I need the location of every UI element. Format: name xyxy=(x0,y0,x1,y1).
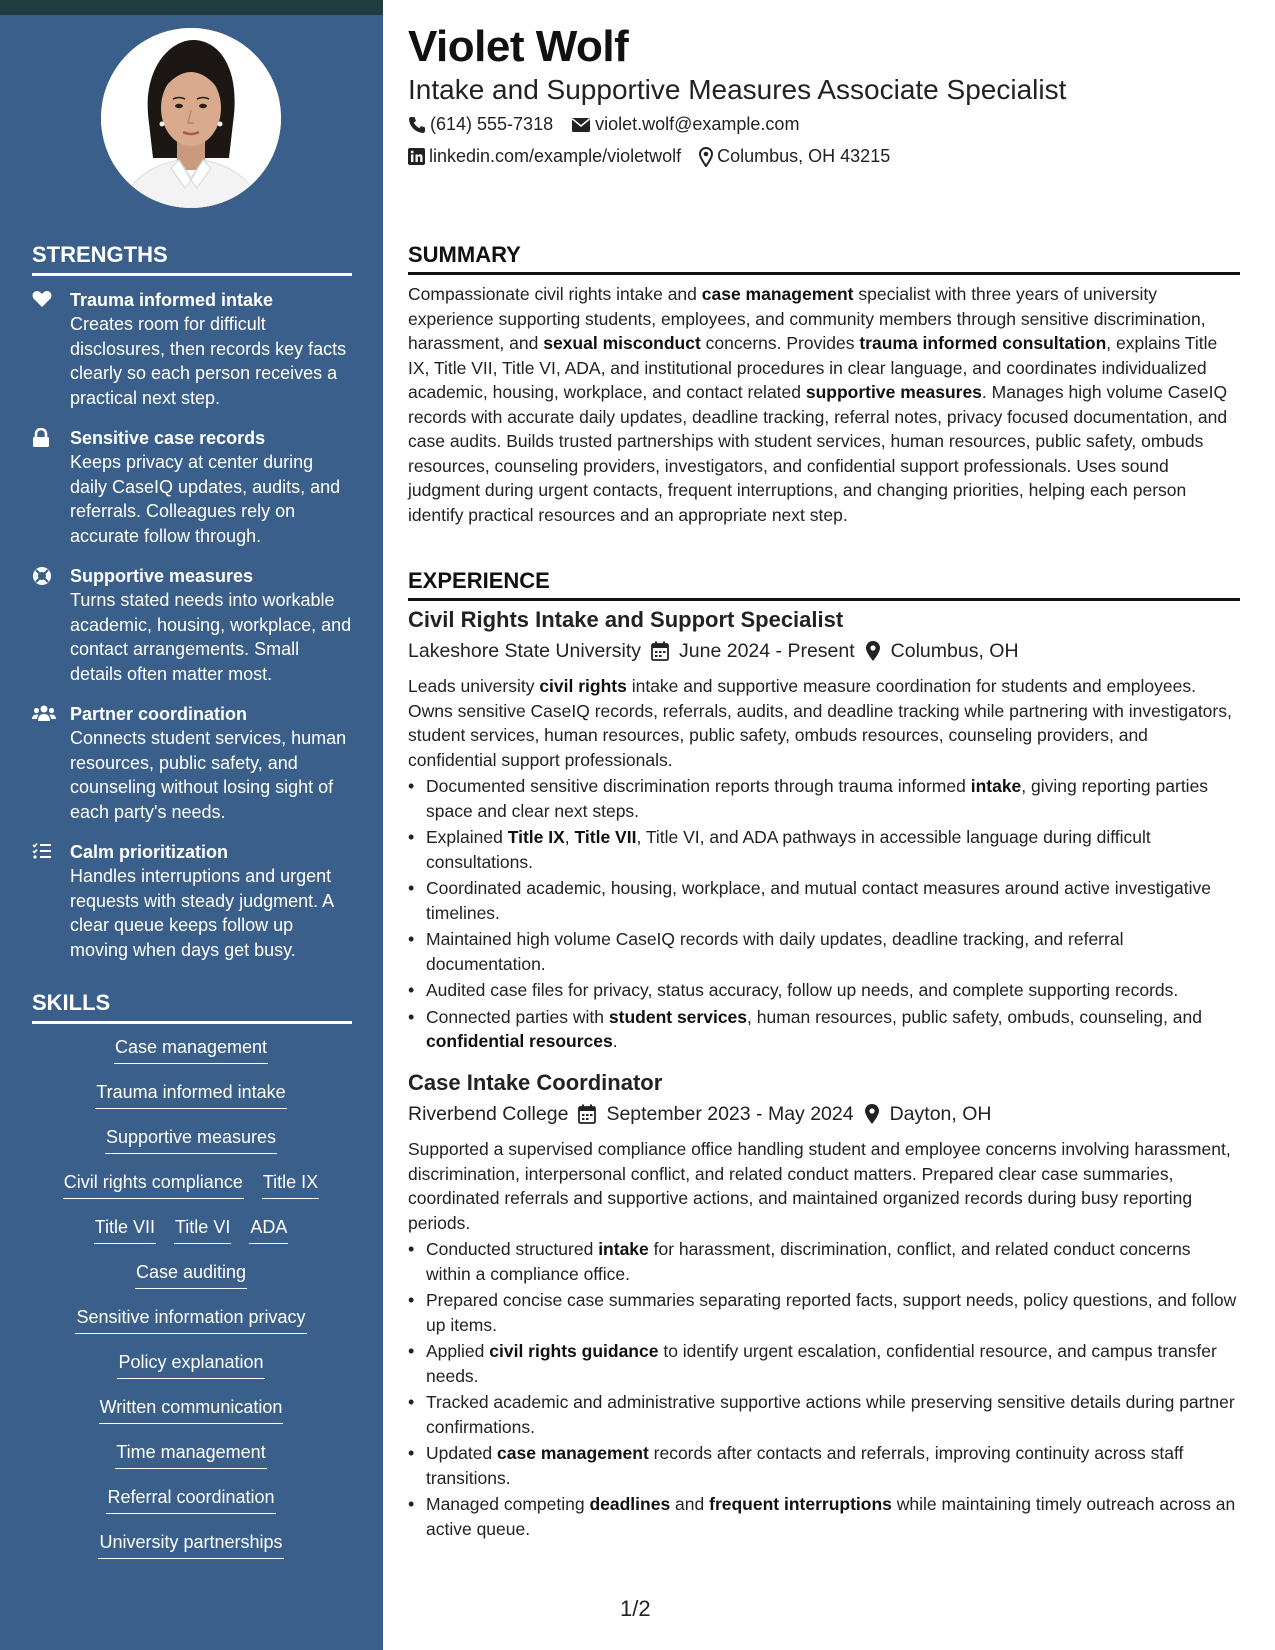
skill-tag: Policy explanation xyxy=(117,1351,264,1379)
skills-list xyxy=(32,1036,350,1576)
skill-tag: Written communication xyxy=(99,1396,284,1424)
skill-tag: University partnerships xyxy=(98,1531,283,1559)
job-dates: June 2024 - Present xyxy=(679,640,855,662)
bullet-item xyxy=(408,876,1240,925)
lifebuoy-icon xyxy=(32,564,70,686)
candidate-headline: Intake and Supportive Measures Associate Specialist xyxy=(408,74,1067,105)
map-marker-icon xyxy=(699,147,713,167)
contact-phone[interactable] xyxy=(408,114,553,135)
text-run: Leads university xyxy=(408,676,540,696)
strength-desc: Creates room for difficult disclosures, then records key facts clearly so each person receives a practical next step. xyxy=(70,314,347,408)
strength-title: Trauma informed intake xyxy=(70,290,274,310)
text-run: Managed competing xyxy=(426,1494,590,1514)
strength-desc: Keeps privacy at center during daily CaseIQ updates, audits, and referrals. Colleagues rely on accurate follow through. xyxy=(70,452,341,546)
bullet-item xyxy=(408,1390,1240,1439)
text-run: . xyxy=(612,1031,618,1051)
calendar-icon xyxy=(651,641,669,661)
bullet-item xyxy=(408,774,1240,823)
candidate-name: Violet Wolf xyxy=(408,22,629,71)
text-run: Documented sensitive discrimination reports through trauma informed xyxy=(426,776,971,796)
experience-heading: EXPERIENCE xyxy=(408,568,1240,601)
contact-row xyxy=(408,146,890,167)
strength-title: Sensitive case records xyxy=(70,428,266,448)
location-text: Columbus, OH 43215 xyxy=(717,146,891,166)
skill-tag: Trauma informed intake xyxy=(95,1081,286,1109)
strength-desc: Turns stated needs into workable academic, housing, workplace, and contact arrangements. Small details often matter most. xyxy=(70,590,352,684)
job-company: Riverbend College xyxy=(408,1103,569,1125)
text-run: Updated xyxy=(426,1443,498,1463)
skill-row xyxy=(32,1216,350,1261)
skills-heading: SKILLS xyxy=(32,990,352,1024)
contact-location xyxy=(699,146,890,167)
skill-tag: Title IX xyxy=(262,1171,319,1199)
text-run: records after contacts and referrals, improving continuity across staff transitions. xyxy=(426,1443,1184,1488)
strength-item xyxy=(32,426,354,548)
skill-tag: Referral coordination xyxy=(106,1486,275,1514)
bullet-item xyxy=(408,978,1240,1003)
strength-desc: Handles interruptions and urgent requests with steady judgment. A clear queue keeps follow up moving when days get busy. xyxy=(70,866,334,960)
skill-tag: Supportive measures xyxy=(105,1126,277,1154)
skill-row xyxy=(32,1036,350,1081)
bold-keyword: frequent interruptions xyxy=(709,1494,892,1514)
job-location: Columbus, OH xyxy=(890,640,1019,662)
sidebar xyxy=(0,0,383,1650)
contact-linkedin[interactable] xyxy=(408,146,681,167)
text-run: specialist with three years of university experience supporting students, employees, and community members through sensitive discrimination, harassment, and xyxy=(408,284,1206,353)
bold-keyword: case management xyxy=(701,284,854,304)
skill-row xyxy=(32,1306,350,1351)
text-run: . Manages high volume CaseIQ records with accurate daily updates, deadline tracking, referral notes, privacy focused documentation, and case audits. Builds trusted partnerships with student services, human resources, public safety, ombuds resources, counseling providers, investigators, and confidential support professionals. Uses sound judgment during urgent contacts, frequent interruptions, and changing priorities, helping each person identify practical resources and an appropriate next step. xyxy=(408,382,1228,525)
job-description xyxy=(408,674,1240,772)
job-title: Civil Rights Intake and Support Specialist xyxy=(408,607,844,632)
email-text: violet.wolf@example.com xyxy=(595,114,800,134)
map-marker-icon xyxy=(865,640,881,662)
summary-heading: SUMMARY xyxy=(408,242,1240,275)
bold-keyword: student services xyxy=(608,1006,748,1027)
skill-row xyxy=(32,1441,350,1486)
bold-keyword: intake xyxy=(598,1239,649,1259)
bullet-item xyxy=(408,1288,1240,1337)
text-run: Prepared concise case summaries separating reported facts, support needs, policy questions, and follow up items. xyxy=(426,1290,1237,1335)
people-group-icon xyxy=(32,702,70,824)
strength-title: Partner coordination xyxy=(70,704,248,724)
strength-title: Calm prioritization xyxy=(70,842,229,862)
phone-text: (614) 555-7318 xyxy=(430,114,554,134)
skill-tag: ADA xyxy=(249,1216,288,1244)
text-run: Applied xyxy=(426,1341,490,1361)
envelope-icon xyxy=(571,117,591,133)
text-run: Tracked academic and administrative supportive actions while preserving sensitive details during partner confirmations. xyxy=(426,1392,1235,1437)
bold-keyword: Title VII xyxy=(574,827,637,847)
bullet-item xyxy=(408,1237,1240,1286)
skill-tag: Civil rights compliance xyxy=(63,1171,244,1199)
summary-text xyxy=(408,282,1240,527)
text-run: , xyxy=(564,827,575,847)
skill-row xyxy=(32,1531,350,1576)
text-run: Explained xyxy=(426,827,508,847)
strengths-list xyxy=(32,288,354,978)
linkedin-text: linkedin.com/example/violetwolf xyxy=(429,146,682,166)
job-entry xyxy=(408,606,1240,1056)
skill-row xyxy=(32,1261,350,1306)
job-meta xyxy=(408,1099,1240,1129)
text-run: Compassionate civil rights intake and xyxy=(408,284,702,304)
bullet-item xyxy=(408,927,1240,976)
text-run: and xyxy=(670,1494,710,1514)
linkedin-icon xyxy=(408,148,425,165)
strength-item xyxy=(32,702,354,824)
bullet-item xyxy=(408,1339,1240,1388)
job-meta xyxy=(408,636,1240,666)
text-run: for harassment, discrimination, conflict, and related conduct concerns within a compliance office. xyxy=(426,1239,1191,1284)
lock-icon xyxy=(32,426,70,548)
text-run: , human resources, public safety, ombuds, counseling, and xyxy=(747,1006,1202,1027)
skill-row xyxy=(32,1126,350,1171)
contact-row xyxy=(408,114,799,135)
bullet-item xyxy=(408,1441,1240,1490)
job-entry xyxy=(408,1069,1240,1543)
text-run: Coordinated academic, housing, workplace, and mutual contact measures around active investigative timelines. xyxy=(426,878,1212,923)
strength-item xyxy=(32,288,354,410)
bullet-item xyxy=(408,825,1240,874)
text-run: concerns. Provides xyxy=(700,333,860,353)
bold-keyword: civil rights xyxy=(539,676,627,696)
text-run: Audited case files for privacy, status accuracy, follow up needs, and complete supporting records. xyxy=(426,980,1179,1000)
text-run: Supported a supervised compliance office handling student and employee concerns involving harassment, discrimination, interpersonal conflict, and related conduct matters. Prepared clear case summaries, coordinated referrals and supportive actions, and maintained organized records during busy reporting periods. xyxy=(408,1139,1231,1233)
strength-item xyxy=(32,564,354,686)
text-run: Conducted structured xyxy=(426,1239,599,1259)
bold-keyword: confidential resources xyxy=(426,1031,613,1051)
skill-row xyxy=(32,1171,350,1216)
skill-tag: Time management xyxy=(115,1441,266,1469)
skill-tag: Title VI xyxy=(174,1216,231,1244)
bold-keyword: intake xyxy=(970,776,1022,796)
skill-tag: Sensitive information privacy xyxy=(75,1306,306,1334)
bold-keyword: civil rights guidance xyxy=(489,1341,659,1361)
bold-keyword: deadlines xyxy=(589,1494,671,1514)
strength-title: Supportive measures xyxy=(70,566,254,586)
skill-tag: Case management xyxy=(114,1036,268,1064)
job-title: Case Intake Coordinator xyxy=(408,1070,663,1095)
calendar-icon xyxy=(578,1104,596,1124)
bold-keyword: Title IX xyxy=(507,827,565,847)
sidebar-top-bar xyxy=(0,0,383,15)
skill-row xyxy=(32,1396,350,1441)
text-run: , Title VI, and ADA pathways in accessible language during difficult consultations. xyxy=(426,827,1151,872)
skill-row xyxy=(32,1351,350,1396)
map-marker-icon xyxy=(864,1103,880,1125)
bold-keyword: trauma informed consultation xyxy=(859,333,1107,353)
contact-email[interactable] xyxy=(571,114,799,135)
heart-icon xyxy=(32,288,70,410)
skill-row xyxy=(32,1486,350,1531)
text-run: intake and supportive measure coordination for students and employees. Owns sensitive CaseIQ records, referrals, audits, and deadline tracking while partnering with investigators, student services, human resources, public safety, ombuds resources, counseling providers, and confidential support professionals. xyxy=(408,676,1232,770)
text-run: while maintaining timely outreach across an active queue. xyxy=(426,1494,1236,1539)
job-description xyxy=(408,1137,1240,1235)
job-bullets xyxy=(408,774,1240,1054)
skill-tag: Case auditing xyxy=(135,1261,247,1289)
bold-keyword: sexual misconduct xyxy=(543,333,701,353)
bold-keyword: supportive measures xyxy=(805,382,982,402)
text-run: Maintained high volume CaseIQ records with daily updates, deadline tracking, and referral documentation. xyxy=(426,929,1124,974)
job-location: Dayton, OH xyxy=(889,1103,992,1125)
job-dates: September 2023 - May 2024 xyxy=(606,1103,854,1125)
skill-row xyxy=(32,1081,350,1126)
strength-item xyxy=(32,840,354,962)
job-bullets xyxy=(408,1237,1240,1541)
bullet-item xyxy=(408,1492,1240,1541)
strength-desc: Connects student services, human resources, public safety, and counseling without losing sight of each party's needs. xyxy=(70,728,347,822)
text-run: , giving reporting parties space and clear next steps. xyxy=(426,776,1209,821)
text-run: to identify urgent escalation, confidential resource, and campus transfer needs. xyxy=(426,1341,1217,1386)
text-run: , explains Title IX, Title VII, Title VI, ADA, and institutional procedures in clear language, and coordinates individualized academic, housing, workplace, and contact related xyxy=(408,333,1218,402)
profile-photo xyxy=(101,28,281,208)
bullet-item xyxy=(408,1005,1240,1054)
list-check-icon xyxy=(32,840,70,962)
text-run: Connected parties with xyxy=(426,1006,609,1027)
bold-keyword: case management xyxy=(497,1443,649,1463)
job-company: Lakeshore State University xyxy=(408,640,642,662)
skill-tag: Title VII xyxy=(94,1216,156,1244)
strengths-heading: STRENGTHS xyxy=(32,242,352,276)
page-number: 1/2 xyxy=(620,1596,651,1621)
phone-icon xyxy=(408,116,426,134)
